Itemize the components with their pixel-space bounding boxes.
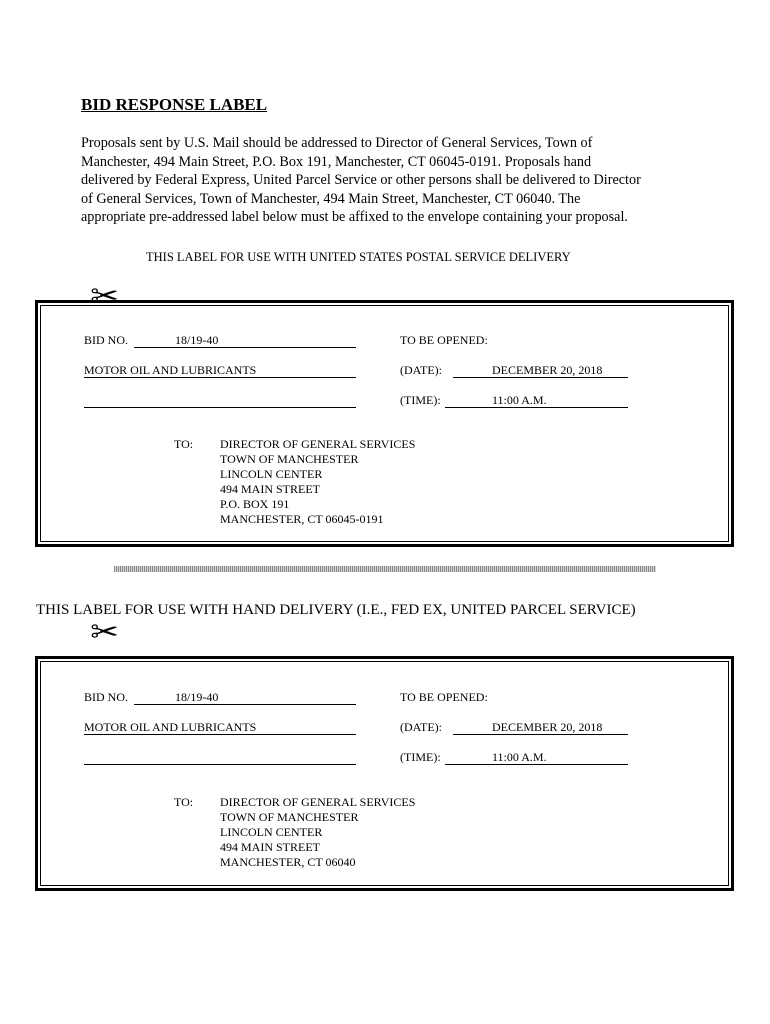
hand-label (35, 656, 734, 891)
date-label: (DATE): (400, 363, 442, 377)
paragraph-line: Proposals sent by U.S. Mail should be addressed to Director of General Services, Town of (81, 135, 593, 151)
address-block (220, 437, 415, 527)
address-line: P.O. BOX 191 (220, 497, 290, 511)
bid-no-label: BID NO. (84, 333, 128, 347)
paragraph-line: delivered by Federal Express, United Parcel Service or other persons shall be delivered to Director (81, 172, 641, 189)
to-be-opened-label: TO BE OPENED: (400, 333, 488, 347)
date-label: (DATE): (400, 720, 442, 734)
address-line: MANCHESTER, CT 06045-0191 (220, 512, 384, 526)
bid-no-value: 18/19-40 (175, 333, 219, 347)
time-value: 11:00 A.M. (492, 393, 547, 407)
bid-no-line (134, 704, 356, 705)
bid-no-value: 18/19-40 (175, 690, 219, 704)
address-line: TOWN OF MANCHESTER (220, 810, 359, 824)
blank-line (84, 764, 356, 765)
postal-label-caption: THIS LABEL FOR USE WITH UNITED STATES POSTAL SERVICE DELIVERY (146, 250, 571, 264)
hand-label-caption: THIS LABEL FOR USE WITH HAND DELIVERY (I.E., FED EX, UNITED PARCEL SERVICE) (36, 602, 636, 618)
address-line: 494 MAIN STREET (220, 840, 320, 854)
address-block (220, 795, 415, 870)
hand-label-inner (40, 661, 729, 886)
date-value: DECEMBER 20, 2018 (492, 720, 603, 734)
to-label: TO: (174, 437, 194, 451)
scissors-icon: ✂ (90, 615, 120, 650)
description-text: MOTOR OIL AND LUBRICANTS (84, 363, 257, 377)
description-line (84, 734, 356, 735)
time-label: (TIME): (400, 393, 441, 407)
blank-line (84, 407, 356, 408)
address-line: DIRECTOR OF GENERAL SERVICES (220, 437, 416, 451)
description-line (84, 377, 356, 378)
address-line: LINCOLN CENTER (220, 825, 323, 839)
address-line: 494 MAIN STREET (220, 482, 320, 496)
address-line: DIRECTOR OF GENERAL SERVICES (220, 795, 416, 809)
date-value: DECEMBER 20, 2018 (492, 363, 603, 377)
address-line: TOWN OF MANCHESTER (220, 452, 359, 466)
time-value: 11:00 A.M. (492, 750, 547, 764)
description-text: MOTOR OIL AND LUBRICANTS (84, 720, 257, 734)
address-line: MANCHESTER, CT 06040 (220, 855, 356, 869)
bid-no-label: BID NO. (84, 690, 128, 704)
postal-label (35, 300, 734, 547)
paragraph-line: appropriate pre-addressed label below must be affixed to the envelope containing your proposal. (81, 209, 628, 226)
postal-label-inner (40, 305, 729, 542)
time-label: (TIME): (400, 750, 441, 764)
paragraph-line: Manchester, 494 Main Street, P.O. Box 191, Manchester, CT 06045-0191. Proposals hand (81, 153, 592, 170)
cut-separator (114, 566, 656, 572)
to-be-opened-label: TO BE OPENED: (400, 690, 488, 704)
paragraph-line: of General Services, Town of Manchester, 494 Main Street, Manchester, CT 06040. The (81, 190, 581, 207)
instructions-paragraph (81, 134, 701, 227)
document-title: BID RESPONSE LABEL (81, 95, 268, 114)
bid-no-line (134, 347, 356, 348)
address-line: LINCOLN CENTER (220, 467, 323, 481)
to-label: TO: (174, 795, 194, 809)
scissors-icon: ✂ (90, 279, 120, 314)
